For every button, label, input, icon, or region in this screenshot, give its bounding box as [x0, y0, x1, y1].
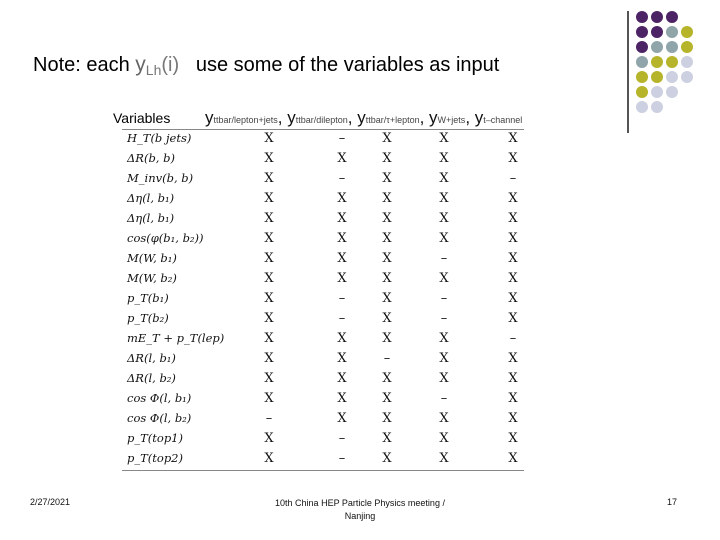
- title-paren-open: (: [161, 54, 169, 76]
- usage-cell: X: [439, 231, 449, 246]
- usage-cell: X: [382, 391, 392, 406]
- usage-cell: –: [440, 291, 448, 306]
- output-subscript: W+jets: [437, 115, 466, 125]
- decorative-dot: [666, 71, 678, 83]
- usage-cell: –: [338, 171, 346, 186]
- decorative-dot: [636, 71, 648, 83]
- usage-cell: X: [439, 211, 449, 226]
- variable-name: p_T(top1): [127, 431, 183, 445]
- usage-cell: X: [264, 331, 274, 346]
- usage-cell: X: [382, 251, 392, 266]
- usage-cell: X: [439, 351, 449, 366]
- slide-title: [33, 53, 499, 77]
- output-variable: [429, 108, 475, 127]
- table-row: [122, 150, 524, 170]
- output-separator: ,: [277, 108, 288, 127]
- usage-cell: X: [508, 131, 518, 146]
- decorative-dot: [651, 86, 663, 98]
- usage-cell: X: [264, 351, 274, 366]
- table-row: [122, 210, 524, 230]
- usage-cell: X: [337, 331, 347, 346]
- usage-cell: X: [382, 131, 392, 146]
- table-row: [122, 350, 524, 370]
- usage-cell: X: [264, 171, 274, 186]
- decorative-dot: [636, 101, 648, 113]
- usage-cell: X: [337, 251, 347, 266]
- output-subscript: ttbar/τ+lepton: [365, 115, 420, 125]
- usage-cell: X: [439, 191, 449, 206]
- title-paren-close: ): [172, 54, 180, 76]
- usage-cell: X: [508, 191, 518, 206]
- output-subscript: ttbar/lepton+jets: [213, 115, 278, 125]
- table-row: [122, 390, 524, 410]
- usage-cell: –: [338, 451, 346, 466]
- footer-meeting-line2: Nanjing: [344, 511, 376, 521]
- decorative-dot: [681, 71, 693, 83]
- usage-cell: X: [337, 191, 347, 206]
- usage-cell: X: [264, 131, 274, 146]
- usage-cell: –: [338, 431, 346, 446]
- decorative-dot: [681, 56, 693, 68]
- output-subscript: ttbar/dilepton: [295, 115, 348, 125]
- usage-cell: X: [508, 411, 518, 426]
- variable-name: M(W, b₁): [127, 251, 177, 265]
- usage-cell: X: [508, 431, 518, 446]
- output-y: y: [205, 108, 214, 127]
- usage-cell: –: [440, 251, 448, 266]
- output-separator: ,: [465, 108, 475, 127]
- decorative-divider: [627, 11, 629, 133]
- usage-cell: –: [338, 291, 346, 306]
- decorative-dot: [636, 41, 648, 53]
- usage-cell: X: [439, 431, 449, 446]
- usage-cell: X: [439, 131, 449, 146]
- usage-cell: X: [508, 291, 518, 306]
- usage-cell: X: [337, 391, 347, 406]
- variable-name: H_T(b jets): [127, 131, 192, 145]
- usage-cell: X: [337, 371, 347, 386]
- table-row: [122, 250, 524, 270]
- variable-name: p_T(b₂): [127, 311, 169, 325]
- table-row: [122, 430, 524, 450]
- usage-cell: X: [382, 311, 392, 326]
- usage-cell: X: [382, 431, 392, 446]
- output-y: y: [357, 108, 366, 127]
- usage-cell: X: [382, 331, 392, 346]
- footer-meeting: [250, 497, 470, 523]
- table-row: [122, 450, 524, 471]
- title-suffix: use some of the variables as input: [195, 54, 500, 76]
- footer-meeting-line1: 10th China HEP Particle Physics meeting /: [275, 498, 445, 508]
- usage-cell: X: [508, 391, 518, 406]
- decorative-dot: [651, 56, 663, 68]
- table-row: [122, 170, 524, 190]
- usage-cell: X: [382, 411, 392, 426]
- usage-cell: X: [508, 371, 518, 386]
- usage-cell: X: [337, 411, 347, 426]
- decorative-dot: [651, 71, 663, 83]
- usage-cell: X: [439, 371, 449, 386]
- usage-cell: X: [264, 271, 274, 286]
- decorative-dot: [666, 41, 678, 53]
- usage-cell: X: [264, 311, 274, 326]
- variable-name: cos Φ(l, b₂): [127, 411, 192, 425]
- usage-cell: X: [439, 271, 449, 286]
- table-row: [122, 370, 524, 390]
- decorative-dot: [636, 26, 648, 38]
- output-y: y: [474, 108, 484, 127]
- table-row: [122, 330, 524, 350]
- decorative-dot: [666, 56, 678, 68]
- variable-name: ΔR(l, b₂): [127, 371, 176, 385]
- page-number: 17: [667, 497, 678, 507]
- usage-cell: X: [382, 291, 392, 306]
- variable-name: M_inv(b, b): [127, 171, 194, 185]
- usage-cell: X: [508, 311, 518, 326]
- output-y: y: [429, 108, 438, 127]
- usage-cell: X: [508, 451, 518, 466]
- usage-cell: –: [265, 411, 273, 426]
- usage-cell: –: [509, 171, 517, 186]
- decorative-dot: [651, 11, 663, 23]
- usage-cell: –: [383, 351, 391, 366]
- usage-cell: X: [337, 231, 347, 246]
- table-row: [122, 290, 524, 310]
- usage-cell: X: [439, 331, 449, 346]
- decorative-dot: [666, 11, 678, 23]
- usage-cell: –: [440, 311, 448, 326]
- variables-table: [122, 129, 524, 471]
- usage-cell: X: [337, 151, 347, 166]
- decorative-dot-grid: [636, 11, 720, 119]
- usage-cell: X: [264, 251, 274, 266]
- usage-cell: X: [264, 391, 274, 406]
- decorative-dot: [651, 26, 663, 38]
- title-y: y: [135, 53, 146, 76]
- table-row: [122, 190, 524, 210]
- decorative-dot: [666, 86, 678, 98]
- table-row: [122, 270, 524, 290]
- decorative-dot: [681, 26, 693, 38]
- title-prefix: Note: each: [33, 54, 136, 76]
- usage-cell: X: [337, 351, 347, 366]
- usage-cell: X: [508, 251, 518, 266]
- table-row: [122, 230, 524, 250]
- usage-cell: X: [439, 171, 449, 186]
- usage-cell: X: [264, 231, 274, 246]
- usage-cell: X: [382, 171, 392, 186]
- usage-cell: X: [439, 451, 449, 466]
- variable-name: p_T(top2): [127, 451, 183, 465]
- usage-cell: X: [264, 431, 274, 446]
- usage-cell: X: [264, 371, 274, 386]
- decorative-dot: [681, 41, 693, 53]
- usage-cell: X: [382, 231, 392, 246]
- usage-cell: X: [508, 151, 518, 166]
- output-variable: [205, 108, 287, 127]
- usage-cell: –: [440, 391, 448, 406]
- variable-name: ΔR(b, b): [127, 151, 175, 165]
- title-sub: Lh: [145, 62, 162, 78]
- usage-cell: X: [264, 191, 274, 206]
- output-variable: [475, 108, 523, 127]
- decorative-dot: [651, 41, 663, 53]
- title-index: i: [168, 54, 173, 76]
- output-separator: ,: [419, 108, 430, 127]
- table-row: [122, 410, 524, 430]
- variable-name: mE_T + p_T(lep): [127, 331, 225, 345]
- decorative-dot: [651, 101, 663, 113]
- table-row: [122, 130, 524, 150]
- variable-name: Δη(l, b₁): [127, 211, 175, 225]
- variable-name: p_T(b₁): [127, 291, 169, 305]
- usage-cell: X: [337, 211, 347, 226]
- usage-cell: X: [382, 451, 392, 466]
- usage-cell: –: [509, 331, 517, 346]
- usage-cell: X: [264, 291, 274, 306]
- variable-name: Δη(l, b₁): [127, 191, 175, 205]
- usage-cell: X: [382, 211, 392, 226]
- usage-cell: X: [508, 231, 518, 246]
- usage-cell: X: [382, 151, 392, 166]
- usage-cell: X: [382, 191, 392, 206]
- usage-cell: X: [337, 271, 347, 286]
- output-subscript: t–channel: [483, 115, 523, 125]
- output-variable: [357, 108, 429, 127]
- output-variable: [287, 108, 357, 127]
- decorative-dot: [636, 86, 648, 98]
- usage-cell: X: [264, 451, 274, 466]
- variable-name: ΔR(l, b₁): [127, 351, 176, 365]
- output-separator: ,: [347, 108, 358, 127]
- usage-cell: X: [439, 411, 449, 426]
- footer-date: 2/27/2021: [30, 497, 71, 507]
- variables-label: Variables: [113, 110, 171, 126]
- output-y: y: [287, 108, 296, 127]
- usage-cell: X: [264, 211, 274, 226]
- decorative-dot: [636, 11, 648, 23]
- decorative-dot: [666, 26, 678, 38]
- usage-cell: X: [382, 271, 392, 286]
- output-list: [205, 108, 522, 128]
- usage-cell: X: [508, 351, 518, 366]
- usage-cell: –: [338, 311, 346, 326]
- decorative-dot: [636, 56, 648, 68]
- usage-cell: X: [508, 211, 518, 226]
- usage-cell: X: [382, 371, 392, 386]
- usage-cell: –: [338, 131, 346, 146]
- table-row: [122, 310, 524, 330]
- variable-name: cos Φ(l, b₁): [127, 391, 192, 405]
- usage-cell: X: [439, 151, 449, 166]
- variable-name: M(W, b₂): [127, 271, 177, 285]
- usage-cell: X: [264, 151, 274, 166]
- usage-cell: X: [508, 271, 518, 286]
- variable-name: cos(φ(b₁, b₂)): [127, 231, 204, 245]
